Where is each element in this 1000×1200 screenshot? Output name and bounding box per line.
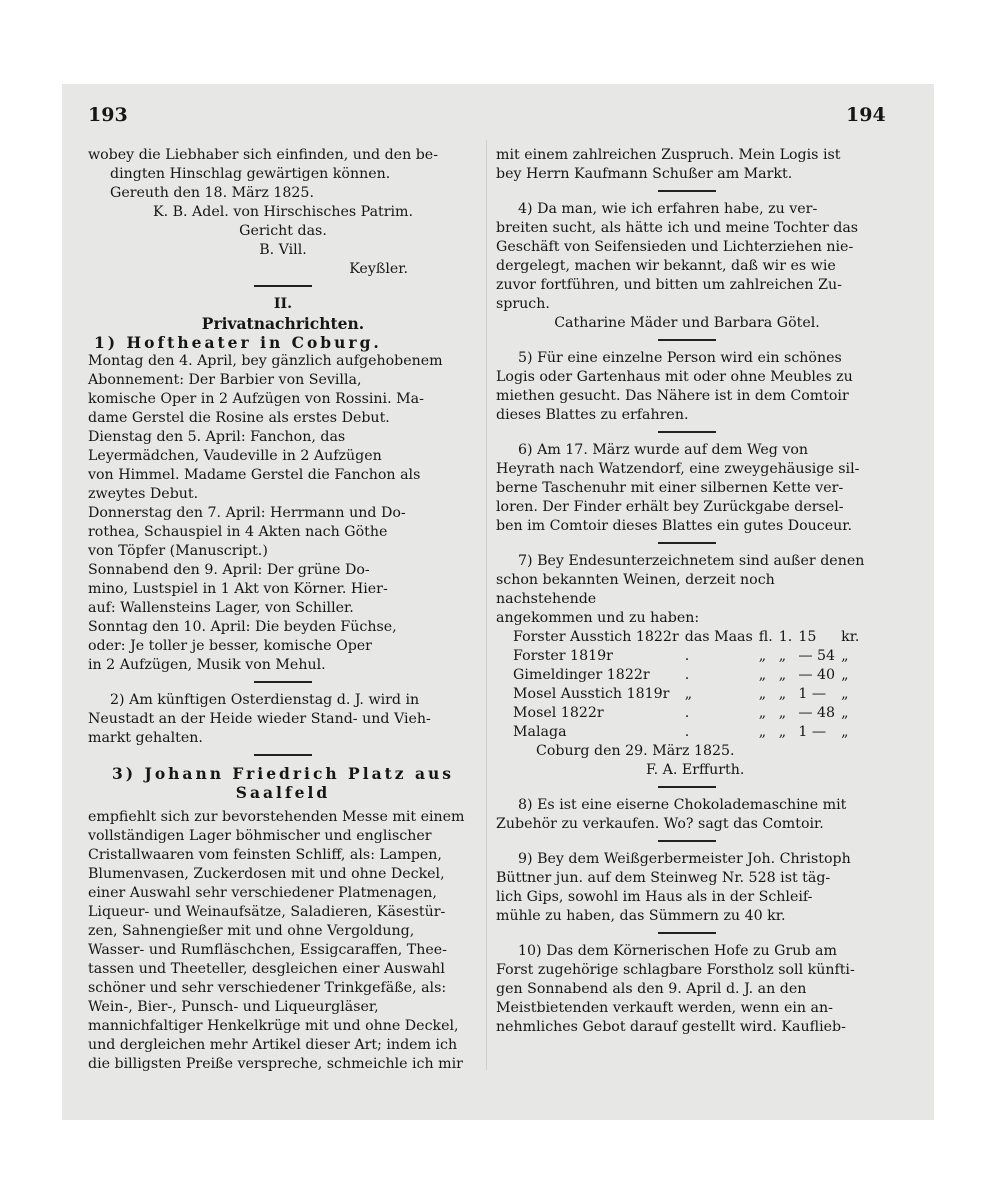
text-line: Leyermädchen, Vaudeville in 2 Aufzügen	[88, 448, 382, 464]
text-line: dame Gerstel die Rosine als erstes Debut.	[88, 410, 390, 426]
column-separator	[486, 140, 487, 1070]
section-title: Privatnachrichten.	[201, 314, 365, 333]
wine-price-a: „	[778, 648, 787, 664]
table-row	[510, 704, 862, 723]
wine-measure: das Maas	[684, 629, 753, 645]
wine-unit: „	[841, 705, 849, 721]
text-line: Donnerstag den 7. April: Herrmann und Do-	[88, 505, 406, 521]
wine-price-a: „	[778, 667, 787, 683]
text-line: 5) Für eine einzelne Person wird ein schönes	[518, 350, 842, 366]
text-line: mino, Lustspiel in 1 Akt von Körner. Hier-	[88, 581, 388, 597]
table-row	[510, 647, 862, 666]
text-line: rothea, Schauspiel in 4 Akten nach Göthe	[88, 524, 388, 540]
text-line: Sonntag den 10. April: Die beyden Füchse,	[88, 619, 397, 635]
text-line: zen, Sahnengießer mit und ohne Vergoldung,	[88, 923, 415, 939]
text-line: Sonnabend den 9. April: Der grüne Do-	[88, 562, 370, 578]
wine-name: Forster 1819r	[513, 648, 613, 664]
text-line: oder: Je toller je besser, komische Oper	[88, 638, 372, 654]
page-number-right: 194	[846, 104, 886, 126]
item-heading: Saalfeld	[235, 783, 331, 802]
divider	[254, 285, 312, 287]
text-line: Forst zugehörige schlagbare Forstholz soll künfti-	[496, 962, 855, 978]
text-line: empfiehlt sich zur bevorstehenden Messe mit einem	[88, 809, 465, 825]
court-line: Gericht das.	[239, 223, 327, 239]
wine-price-a: „	[778, 705, 787, 721]
text-line: Logis oder Gartenhaus mit oder ohne Meubles zu	[496, 369, 853, 385]
text-line: miethen gesucht. Das Nähere ist in dem Comtoir	[496, 388, 849, 404]
text-line: mannichfaltiger Henkelkrüge mit und ohne Deckel,	[88, 1018, 459, 1034]
text-line: Montag den 4. April, bey gänzlich aufgehobenem	[88, 353, 443, 369]
text-line: loren. Der Finder erhält bey Zurückgabe dersel-	[496, 499, 844, 515]
table-row	[510, 628, 862, 647]
page-number-left: 193	[88, 104, 128, 126]
right-column	[496, 146, 878, 1037]
text-line: Liqueur- und Weinaufsätze, Saladieren, Käsestür-	[88, 904, 446, 920]
intro-line: wobey die Liebhaber sich einfinden, und den be-	[88, 147, 438, 163]
text-line: Geschäft von Seifensieden und Lichterziehen nie-	[496, 239, 854, 255]
text-line: Büttner jun. auf dem Steinweg Nr. 528 ist täg-	[496, 870, 831, 886]
text-line: einer Auswahl sehr verschiedener Platmenagen,	[88, 885, 437, 901]
text-line: komische Oper in 2 Aufzügen von Rossini. Ma-	[88, 391, 424, 407]
text-line: markt gehalten.	[88, 730, 203, 746]
wine-price-b: 1 —	[798, 686, 827, 702]
table-row	[510, 685, 862, 704]
text-line: schöner und sehr verschiedener Trinkgefäße, als:	[88, 980, 447, 996]
text-line: bey Herrn Kaufmann Schußer am Markt.	[496, 166, 793, 182]
divider	[658, 339, 716, 341]
text-line: lich Gips, sowohl im Haus als in der Schleif-	[496, 889, 813, 905]
wine-measure: .	[684, 667, 690, 683]
item-heading: 3) Johann Friedrich Platz aus	[111, 764, 455, 783]
item-heading: 1) Hoftheater in Coburg.	[94, 333, 382, 352]
wine-name: Mosel Ausstich 1819r	[513, 686, 670, 702]
wine-measure: .	[684, 705, 690, 721]
text-line: 10) Das dem Körnerischen Hofe zu Grub am	[518, 943, 837, 959]
text-line: Dienstag den 5. April: Fanchon, das	[88, 429, 346, 445]
divider	[658, 840, 716, 842]
dateline: Coburg den 29. März 1825.	[536, 743, 735, 759]
signature: Catharine Mäder und Barbara Götel.	[554, 315, 820, 331]
text-line: 9) Bey dem Weißgerbermeister Joh. Christoph	[518, 851, 851, 867]
wine-name: Forster Ausstich 1822r	[513, 629, 679, 645]
wine-unit: „	[841, 686, 849, 702]
text-line: 4) Da man, wie ich erfahren habe, zu ver-	[518, 201, 818, 217]
text-line: Zubehör zu verkaufen. Wo? sagt das Comtoir.	[496, 816, 824, 832]
wine-price-b: 15	[798, 629, 817, 645]
section-number: II.	[273, 296, 293, 312]
text-line: zuvor fortführen, und bitten um zahlreichen Zu-	[496, 277, 842, 293]
text-line: von Himmel. Madame Gerstel die Fanchon als	[88, 467, 421, 483]
divider	[254, 681, 312, 683]
wine-fl: „	[758, 686, 767, 702]
text-line: vollständigen Lager böhmischer und englischer	[88, 828, 432, 844]
wine-fl: „	[758, 648, 767, 664]
divider	[658, 542, 716, 544]
text-line: Abonnement: Der Barbier von Sevilla,	[88, 372, 362, 388]
wine-price-b: — 54	[798, 648, 836, 664]
wine-price-a: „	[778, 724, 787, 740]
wine-price-b: — 40	[798, 667, 836, 683]
wine-price-table	[510, 628, 862, 742]
text-line: 7) Bey Endesunterzeichnetem sind außer denen	[518, 553, 865, 569]
wine-unit: „	[841, 667, 849, 683]
text-line: von Töpfer (Manuscript.)	[88, 543, 268, 559]
wine-measure: .	[684, 724, 690, 740]
text-line: Blumenvasen, Zuckerdosen mit und ohne Deckel,	[88, 866, 445, 882]
divider	[658, 431, 716, 433]
text-line: zweytes Debut.	[88, 486, 199, 502]
text-line: in 2 Aufzügen, Musik von Mehul.	[88, 657, 326, 673]
divider	[658, 786, 716, 788]
text-line: Neustadt an der Heide wieder Stand- und Vieh-	[88, 711, 431, 727]
wine-price-b: 1 —	[798, 724, 827, 740]
wine-price-a: 1.	[778, 629, 793, 645]
divider	[254, 754, 312, 756]
text-line: mit einem zahlreichen Zuspruch. Mein Logis ist	[496, 147, 841, 163]
wine-measure: .	[684, 648, 690, 664]
text-line: spruch.	[496, 296, 550, 312]
text-line: und dergleichen mehr Artikel dieser Art; indem ich	[88, 1037, 458, 1053]
text-line: tassen und Theeteller, desgleichen einer Auswahl	[88, 961, 445, 977]
court-line: K. B. Adel. von Hirschisches Patrim.	[152, 204, 414, 220]
text-line: angekommen und zu haben:	[496, 610, 700, 626]
text-line: ben im Comtoir dieses Blattes ein gutes Douceur.	[496, 518, 852, 534]
wine-measure: „	[684, 686, 693, 702]
wine-name: Mosel 1822r	[513, 705, 604, 721]
wine-fl: „	[758, 724, 767, 740]
text-line: dergelegt, machen wir bekannt, daß wir es wie	[496, 258, 836, 274]
wine-price-b: — 48	[798, 705, 836, 721]
text-line: auf: Wallensteins Lager, von Schiller.	[88, 600, 354, 616]
text-line: schon bekannten Weinen, derzeit noch nachstehende	[496, 572, 775, 607]
text-line: 8) Es ist eine eiserne Chokolademaschine mit	[518, 797, 847, 813]
text-line: breiten sucht, als hätte ich und meine Tochter das	[496, 220, 859, 236]
left-column	[88, 146, 478, 1074]
intro-line: dingten Hinschlag gewärtigen können.	[110, 166, 391, 182]
wine-fl: fl.	[758, 629, 773, 645]
wine-unit: „	[841, 648, 849, 664]
text-line: 2) Am künftigen Osterdienstag d. J. wird in	[110, 692, 420, 708]
text-line: Meistbietenden verkauft werden, wenn ein an-	[496, 1000, 833, 1016]
wine-unit: „	[841, 724, 849, 740]
wine-fl: „	[758, 705, 767, 721]
divider	[658, 190, 716, 192]
wine-name: Malaga	[513, 724, 567, 740]
wine-fl: „	[758, 667, 767, 683]
text-line: dieses Blattes zu erfahren.	[496, 407, 689, 423]
text-line: berne Taschenuhr mit einer silbernen Kette ver-	[496, 480, 844, 496]
text-line: nehmliches Gebot darauf gestellt wird. Kauflieb-	[496, 1019, 846, 1035]
divider	[658, 932, 716, 934]
wine-price-a: „	[778, 686, 787, 702]
text-line: Heyrath nach Watzendorf, eine zweygehäusige sil-	[496, 461, 860, 477]
text-line: Wasser- und Rumfläschchen, Essigcaraffen, Thee-	[88, 942, 447, 958]
table-row	[510, 666, 862, 685]
table-row	[510, 723, 862, 742]
wine-name: Gimeldinger 1822r	[513, 667, 650, 683]
dateline: Gereuth den 18. März 1825.	[110, 185, 314, 201]
text-line: 6) Am 17. März wurde auf dem Weg von	[518, 442, 809, 458]
text-line: Wein-, Bier-, Punsch- und Liqueurgläser,	[88, 999, 379, 1015]
text-line: mühle zu haben, das Sümmern zu 40 kr.	[496, 908, 786, 924]
text-line: Cristallwaaren vom feinsten Schliff, als: Lampen,	[88, 847, 442, 863]
signer: Keyßler.	[349, 261, 408, 277]
court-line: B. Vill.	[259, 242, 307, 258]
text-line: gen Sonnabend als den 9. April d. J. an den	[496, 981, 807, 997]
wine-unit: kr.	[841, 629, 860, 645]
text-line: die billigsten Preiße verspreche, schmeichle ich mir	[88, 1056, 463, 1072]
signature: F. A. Erffurth.	[646, 762, 745, 778]
